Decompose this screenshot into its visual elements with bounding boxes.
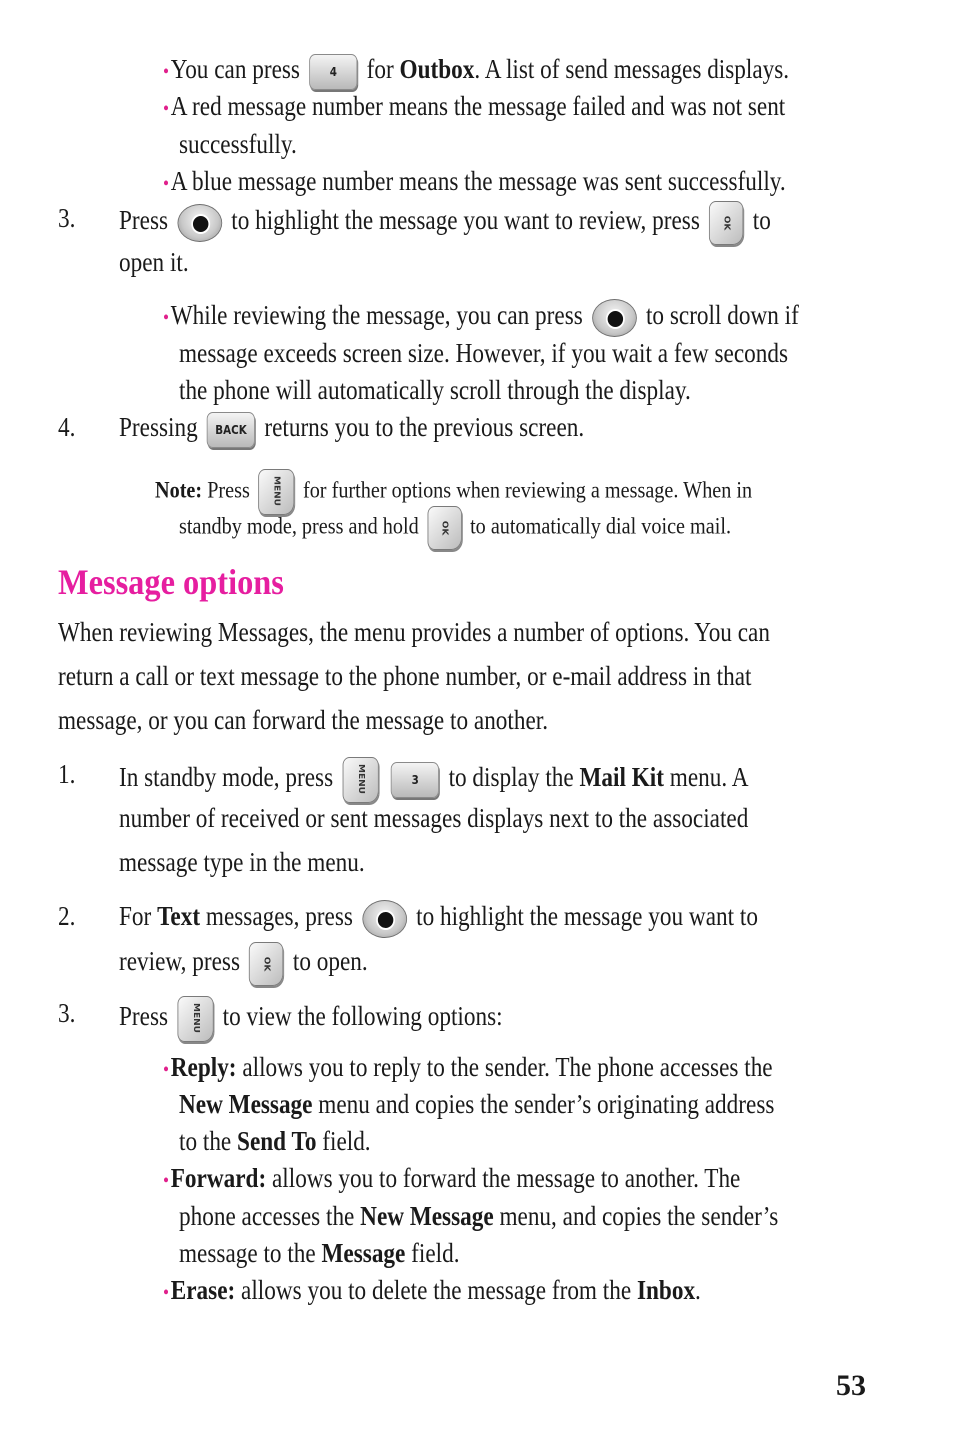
nav-key-icon: [592, 299, 637, 337]
option-reply: •Reply: allows you to reply to the sender. The phone accesses the: [163, 1052, 773, 1082]
key-4-icon: 4: [309, 54, 357, 90]
step-number: 2.: [58, 901, 76, 931]
note-line-1: Note: Press MENU for further options when reviewing a message. When in: [155, 469, 752, 515]
ok-key-icon: OK: [249, 942, 283, 986]
intro-paragraph-line: When reviewing Messages, the menu provides a number of options. You can: [58, 617, 770, 647]
step-4-text: Pressing BACK returns you to the previous screen.: [119, 410, 584, 448]
ok-key-icon: OK: [427, 506, 461, 550]
option-erase: •Erase: allows you to delete the message from the Inbox.: [163, 1275, 701, 1305]
step-number: 1.: [58, 759, 76, 789]
bullet-outbox: •You can press 4 for Outbox. A list of send messages displays.: [163, 52, 789, 90]
bullet-scroll-cont: message exceeds screen size. However, if you wait a few seconds: [179, 338, 789, 368]
section-heading: Message options: [58, 562, 284, 602]
key-3-icon: 3: [391, 762, 439, 798]
nav-key-icon: [177, 204, 222, 242]
step-number: 4.: [58, 412, 76, 442]
menu-key-icon: MENU: [258, 469, 294, 515]
bullet-scroll-cont: the phone will automatically scroll through the display.: [179, 375, 691, 405]
page-number: 53: [836, 1369, 866, 1402]
bullet-red-number: •A red message number means the message failed and was not sent: [163, 91, 786, 121]
option-forward: •Forward: allows you to forward the message to another. The: [163, 1163, 741, 1193]
step-3-text-cont: open it.: [119, 247, 189, 277]
option-forward-cont: message to the Message field.: [179, 1238, 460, 1268]
step-number: 3.: [58, 998, 76, 1028]
option-step-1-cont: number of received or sent messages displays next to the associated: [119, 803, 749, 833]
nav-key-icon: [362, 900, 407, 938]
menu-key-icon: MENU: [177, 996, 213, 1042]
option-step-1-text: In standby mode, press MENU 3 to display the Mail Kit menu. A: [119, 757, 748, 803]
option-step-3-text: Press MENU to view the following options:: [119, 996, 503, 1042]
bullet-marker: •: [163, 61, 170, 83]
note-line-2: standby mode, press and hold OK to automatically dial voice mail.: [179, 506, 731, 550]
option-step-2-cont: review, press OK to open.: [119, 942, 368, 986]
step-3-text: Press to highlight the message you want to review, press OK to: [119, 201, 771, 245]
ok-key-icon: OK: [709, 201, 743, 245]
bullet-red-number-cont: successfully.: [179, 129, 297, 159]
intro-paragraph-line: message, or you can forward the message to another.: [58, 705, 549, 735]
intro-paragraph-line: return a call or text message to the phone number, or e-mail address in that: [58, 661, 752, 691]
menu-key-icon: MENU: [342, 757, 378, 803]
back-key-icon: BACK: [207, 412, 255, 448]
option-reply-cont: New Message menu and copies the sender’s originating address: [179, 1089, 775, 1119]
bullet-scroll: •While reviewing the message, you can press to scroll down if: [163, 298, 799, 337]
option-step-2-text: For Text messages, press to highlight the message you want to: [119, 899, 758, 938]
option-forward-cont: phone accesses the New Message menu, and copies the sender’s: [179, 1201, 779, 1231]
bullet-blue-number: •A blue message number means the message was sent successfully.: [163, 166, 786, 196]
step-number: 3.: [58, 203, 76, 233]
option-step-1-cont: message type in the menu.: [119, 847, 365, 877]
option-reply-cont: to the Send To field.: [179, 1126, 371, 1156]
